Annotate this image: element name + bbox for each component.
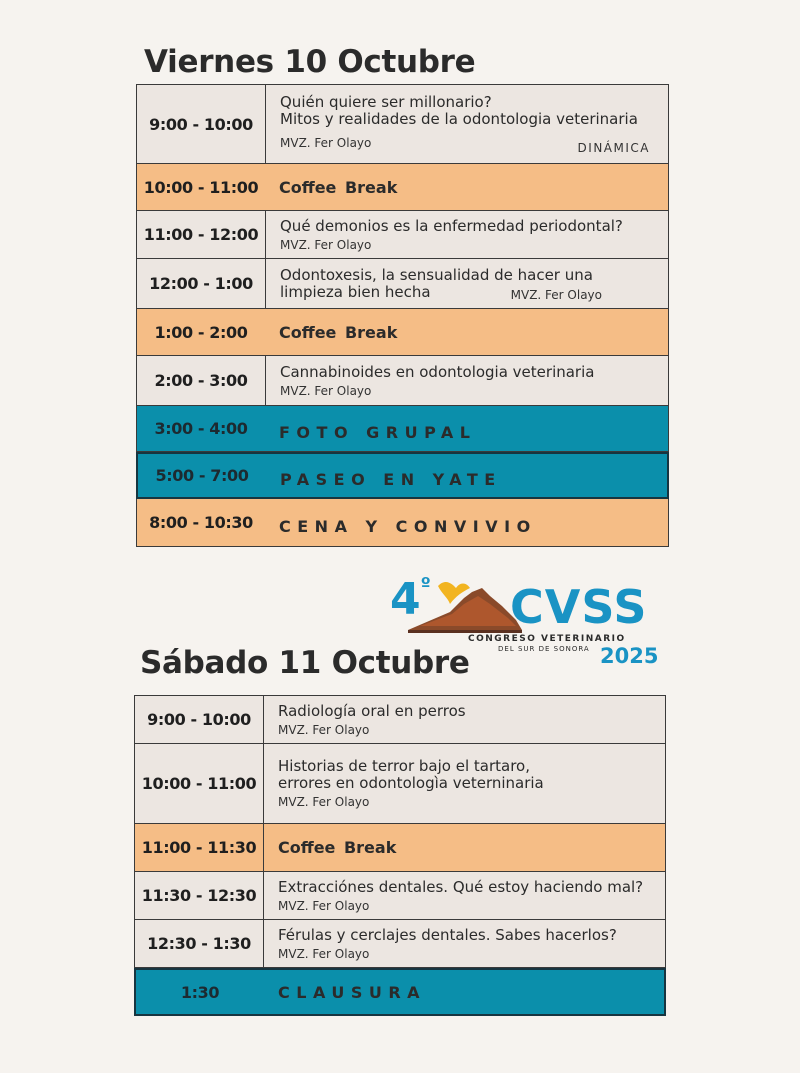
break-content	[265, 164, 668, 210]
logo-year: 2025	[600, 644, 659, 668]
session-speaker: MVZ. Fer Olayo	[280, 383, 372, 398]
session-title-line2: limpieza bien hecha	[280, 282, 431, 301]
session-title: Extracciónes dentales. Qué estoy haciendo mal?	[278, 877, 644, 896]
logo-number: $4^º$	[390, 574, 431, 625]
session-tag: DINÁMICA	[577, 141, 650, 155]
time-slot: 10:00 - 11:00	[135, 744, 264, 823]
break-label: Coffee Break	[279, 177, 398, 197]
activity-content	[266, 454, 667, 497]
schedule-row-activity	[136, 499, 669, 547]
session-content	[264, 872, 665, 919]
schedule-row	[134, 920, 666, 968]
session-title-line2: errores en odontologìa veterninaria	[278, 774, 544, 792]
time-slot: 10:00 - 11:00	[143, 177, 259, 197]
time-slot: 12:30 - 1:30	[135, 920, 264, 967]
activity-content	[265, 406, 668, 451]
session-content	[264, 920, 665, 967]
time-slot: 1:30	[180, 982, 220, 1002]
schedule-row	[136, 259, 669, 309]
activity-content	[265, 499, 668, 546]
schedule-row-break	[136, 164, 669, 211]
break-label: Coffee Break	[278, 838, 397, 857]
break-content	[264, 824, 665, 871]
schedule-row	[134, 872, 666, 920]
activity-content	[264, 970, 664, 1014]
logo-ordinal: º	[420, 574, 431, 595]
session-content	[266, 211, 668, 258]
time-slot: 3:00 - 4:00	[154, 419, 248, 438]
logo-line1: CONGRESO VETERINARIO	[468, 634, 626, 644]
schedule-row-break	[136, 309, 669, 356]
activity-label: CLAUSURA	[278, 982, 427, 1002]
session-speaker: MVZ. Fer Olayo	[510, 288, 602, 302]
time-slot: 9:00 - 10:00	[137, 85, 266, 163]
session-speaker: MVZ. Fer Olayo	[280, 136, 372, 150]
schedule-row	[136, 211, 669, 259]
activity-label: PASEO EN YATE	[280, 470, 502, 489]
session-speaker: MVZ. Fer Olayo	[278, 946, 370, 961]
session-title: Odontoxesis, la sensualidad de hacer una	[280, 265, 593, 284]
logo-line2: DEL SUR DE SONORA	[498, 645, 590, 653]
schedule-row-activity	[136, 452, 669, 499]
time-slot: 2:00 - 3:00	[137, 356, 266, 405]
session-content	[266, 356, 668, 405]
session-content	[266, 85, 668, 163]
time-slot: 8:00 - 10:30	[149, 513, 253, 532]
activity-label: FOTO GRUPAL	[279, 423, 477, 442]
schedule-saturday	[134, 695, 666, 1016]
time-slot: 9:00 - 10:00	[135, 696, 264, 743]
schedule-row	[134, 695, 666, 744]
break-content	[265, 309, 668, 355]
time-slot: 5:00 - 7:00	[155, 466, 249, 485]
time-slot: 1:00 - 2:00	[154, 322, 248, 342]
schedule-row	[134, 744, 666, 824]
time-slot: 11:30 - 12:30	[135, 872, 264, 919]
break-label: Coffee Break	[279, 322, 398, 342]
session-title: Qué demonios es la enfermedad periodontal?	[280, 216, 623, 235]
session-speaker: MVZ. Fer Olayo	[278, 795, 370, 809]
session-title: Quién quiere ser millonario?	[280, 93, 492, 111]
session-speaker: MVZ. Fer Olayo	[278, 898, 370, 913]
time-slot: 11:00 - 11:30	[135, 824, 264, 871]
schedule-row-break	[134, 824, 666, 872]
schedule-row-activity	[136, 406, 669, 452]
session-content	[266, 259, 668, 308]
session-content	[264, 744, 665, 823]
day-title-friday: Viernes 10 Octubre	[144, 44, 476, 80]
session-speaker: MVZ. Fer Olayo	[278, 722, 370, 737]
session-title: Radiología oral en perros	[278, 701, 466, 720]
schedule-row	[136, 84, 669, 164]
schedule-row-activity	[134, 968, 666, 1016]
session-title-line2: Mitos y realidades de la odontologia veterinaria	[280, 110, 638, 128]
session-title: Férulas y cerclajes dentales. Sabes hacerlos?	[278, 925, 617, 944]
session-content	[264, 696, 665, 743]
session-speaker: MVZ. Fer Olayo	[280, 237, 372, 252]
logo-acronym: CVSS	[510, 580, 648, 634]
activity-label: CENA Y CONVIVIO	[279, 517, 537, 536]
day-title-saturday: Sábado 11 Octubre	[140, 645, 470, 681]
session-title: Historias de terror bajo el tartaro,	[278, 757, 530, 775]
schedule-row	[136, 356, 669, 406]
schedule-friday	[136, 84, 669, 547]
session-title: Cannabinoides en odontologia veterinaria	[280, 362, 595, 381]
time-slot: 11:00 - 12:00	[137, 211, 266, 258]
time-slot: 12:00 - 1:00	[137, 259, 266, 308]
